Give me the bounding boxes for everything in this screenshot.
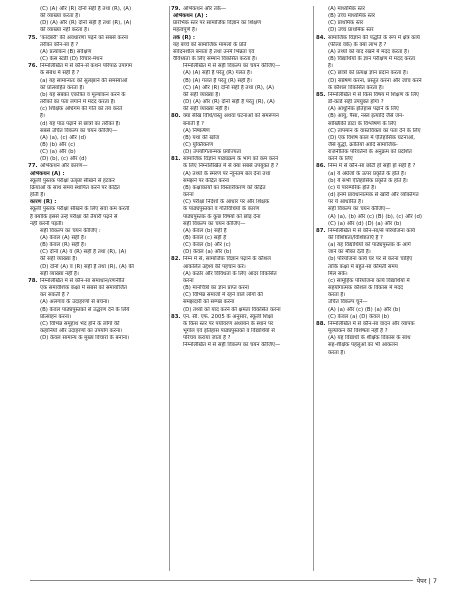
text-line: (C) (A) और (R) दोनों सही हैं तथा (R), (A): [183, 84, 275, 91]
text-line: (A) कठोर और विविधता के लिए आदर विकसित: [183, 270, 277, 277]
question-number: 77.: [28, 163, 38, 170]
text-block: [173, 342, 316, 349]
text-line: प्रारंभिक स्तर पर सामाजिक विज्ञान का शिक्षण: [173, 20, 261, 27]
text-line: पाठ्यपुस्तक के कुछ विषयों को छोड़ देना: [183, 213, 261, 220]
text-block: [30, 49, 173, 63]
text-line: (A) तथ्यों को याद रखने में मदद करता है।: [328, 48, 409, 55]
text-line: संवेदनशील बनाता है तथा उनमें भिन्नता एवं: [173, 48, 255, 55]
text-line: (फील्ड वर्क) के क्या लाभ है ?: [328, 41, 387, 48]
text-line: निम्नलिखित में से कौन-सा समाधान/रणनीति: [40, 277, 125, 284]
text-line: (A) केवल (A) सही है।: [40, 235, 86, 241]
text-line: (A) आधुनिक इतिहास पढ़ाने के लिए: [328, 106, 399, 113]
question-number: 85.: [316, 91, 326, 98]
text-line: राजनीतिक परिवर्तनों के अनुक्रम को प्रदर्शित: [328, 149, 412, 156]
footer-rule: [30, 580, 417, 581]
text-line: (a) यह विद्यार्थियों को पाठ्यपुस्तक के आगे: [328, 242, 411, 249]
text-line: जैसे युद्धों, क्रांतियों आदि सामाजिक-: [328, 141, 398, 148]
text-line: सही विकल्प का चयन कीजिए—: [328, 206, 391, 213]
text-line: सामाजिक विज्ञान पाठ्यक्रम के भाग को कम करने: [183, 156, 279, 163]
column-right: [318, 6, 461, 357]
text-line: वैविध्यता के लिए सम्मान विकसित करता है।: [173, 56, 257, 63]
text-line: करने के लिए: [328, 156, 353, 163]
text-line: अभिकथन और तर्क—: [183, 6, 227, 12]
text-block: [318, 106, 461, 163]
text-block: [173, 63, 316, 70]
text-line: परिचय कराया जाता है ?: [183, 335, 231, 342]
text-line: समझने पर केंद्रित करना: [183, 177, 230, 184]
text-line: क्रियाओं के साथ समय स्थापित करने पर केंद्रित: [30, 184, 120, 191]
text-line: (C) तापमान के वास्तविक्ता का पता देने के लिए: [328, 127, 421, 134]
text-line: (A) यह विद्यार्थी के शैक्षिक विकास के साथ: [328, 335, 411, 342]
question-number: 75.: [28, 34, 38, 41]
text-line: नहीं करनी पड़ती।: [30, 220, 64, 227]
text-block: [318, 242, 461, 299]
text-block: [30, 228, 173, 235]
text-line: कहानियों और उदाहरणों का उपयोग करना।: [40, 328, 123, 335]
text-line: (A) माध्यमिक स्तर: [328, 6, 365, 12]
question-block: [173, 113, 316, 127]
text-line: निम्नलिखित में से कौन-सा वादन और व्यापक: [328, 320, 415, 327]
text-line: क्या सीख विधि/वस्तु अथवा घटनाओं को समरूपन: [183, 113, 279, 120]
text-line: करता है।: [328, 349, 346, 356]
text-line: (D) एक विशेष काल में ऐतिहासिक घटनाओं,: [328, 134, 415, 141]
text-line: करना: [183, 192, 194, 199]
text-line: तरीका कौन-सा है ?: [40, 41, 79, 48]
statement-block: [30, 171, 173, 200]
text-line: (D) (A) और (R) दोनों सही हैं परंतु (R), (A): [183, 99, 275, 106]
text-line: (A) केवल (b) सही है: [183, 227, 227, 234]
column-divider: [313, 6, 314, 571]
statement-block: [173, 13, 316, 34]
text-line: की सही व्याख्या नहीं है।: [183, 106, 230, 113]
statement-heading: तर्क (R) :: [173, 34, 196, 41]
text-line: (B) मानचित्रों का ज्ञान प्राप्त करना: [183, 285, 250, 292]
text-line: (B) आयु, पैसा, नस्ल इत्यादि जैसे जन-: [328, 113, 404, 120]
question-number: 86.: [316, 163, 326, 170]
text-line: (A) (A) सही है परंतु (R) गलत है।: [183, 70, 252, 77]
text-block: [30, 78, 173, 92]
text-line: के पाठ्यपुस्तकों व गतिविधियों के कारण: [183, 206, 260, 213]
text-line: एन. सी. एफ. 2005 के अनुसार, स्कूली शिक्षा: [183, 313, 274, 320]
text-line: बनाती है ?: [183, 120, 204, 127]
text-line: (C) केवल (a) (D) केवल (b): [328, 313, 390, 320]
text-block: [318, 6, 461, 35]
text-line: (C) (a) और (d) (D) (a) और (b): [328, 220, 402, 227]
page-number-label: पेपर | 7: [413, 575, 437, 587]
text-line: होती है।: [30, 192, 46, 199]
statement-heading: अभिकथन (A) :: [173, 13, 208, 20]
question-block: [30, 278, 173, 299]
text-line: निम्नलिखित में से सही विकल्प का चयन कीजिए—: [183, 63, 281, 70]
text-line: महत्वपूर्ण है।: [173, 27, 197, 34]
text-line: (D) केवल सामान्य के मुख्य विचारों के बनाना।: [40, 335, 130, 342]
text-line: (c) शिक्षिक अधिगम की गति को तय करते: [40, 106, 123, 113]
text-line: के किस स्तर पर पर्यावरण अध्ययन के स्थान पर: [183, 320, 274, 327]
text-line: सही व्याख्या नहीं है।: [40, 270, 79, 277]
text-line: (C) विभिन्न समूहाथ भेद होने के लोगों की: [40, 320, 120, 327]
text-line: के लिए निम्नलिखित में से क्या सबसे उपयुक्त है ?: [183, 163, 279, 170]
text-line: (D) तथ्यों को याद करने की क्षमता विकसित करना: [183, 306, 281, 313]
statement-block: [173, 35, 316, 64]
text-line: निम्न में से कौन-सा छोटी हो सही हो सही है ?: [328, 163, 416, 170]
text-line: मूल्यांकन की विशेषता नहीं है ?: [328, 328, 388, 335]
text-line: करना: [183, 277, 194, 284]
text-line: उचित विकल्प चुनें—: [328, 299, 368, 306]
text-line: (D) केवल (a) और (b): [183, 249, 232, 256]
text-line: (A) अलगाव के उदाहरणों से बचना।: [40, 299, 110, 306]
text-line: की व्याख्या करता है।: [40, 13, 81, 20]
question-number: 81.: [171, 156, 181, 163]
text-line: प्रोत्साहन करना।: [40, 313, 72, 320]
text-line: (A) (a) और (c) (B) (a) और (b): [328, 306, 401, 313]
text-block: [173, 171, 316, 221]
text-line: सांख्यिकी डाटा के विश्लेषण के लिए: [328, 120, 397, 127]
text-block: [30, 235, 173, 278]
text-line: की विशिष्टता/विशिष्टताएँ है ?: [328, 235, 383, 241]
text-line: निम्नलिखित में से सही विकल्प का चयन कीजिए—: [183, 342, 281, 349]
text-line: (B) यथा की खोज: [183, 134, 220, 141]
text-line: की सही व्याख्या है।: [183, 91, 221, 98]
column-left: [30, 6, 173, 342]
text-block: [173, 70, 316, 113]
text-line: (A) निष्कर्षण: [183, 127, 210, 134]
text-line: (c) सामूहिक परियोजना कार्य विद्यार्थियों में: [328, 277, 410, 284]
text-line: अभिकथन और कारण—: [40, 163, 88, 170]
text-line: (B) केवल (R) सही है।: [40, 242, 86, 249]
text-line: (b) ये सभी ऐतिहासिक प्रकृति के होते है।: [328, 177, 408, 184]
text-line: समझदारी को सम्पन्न करना: [183, 299, 235, 306]
text-line: (B) उच्च माध्यमिक स्तर: [328, 13, 375, 20]
text-line: (B) केवल पाठ्यपुस्तकों से उद्धरण देने के लिये: [40, 306, 130, 313]
text-line: (A) तथ्यों के स्मरण पर न्यूनतम बल देना तथा: [183, 170, 271, 177]
text-block: [30, 121, 173, 128]
column-divider: [169, 6, 170, 571]
text-line: पर ये आधारित है।: [328, 199, 364, 206]
text-block: [30, 135, 173, 164]
text-line: (C) (A) और (R) दोनों सही हैं तथा (R), (A): [40, 6, 132, 12]
question-number: 87.: [316, 227, 326, 234]
text-line: (B) केवल (c) सही है: [183, 235, 227, 241]
text-line: सह-शैक्षिक पहलुओं का भी आकलन: [328, 342, 398, 349]
text-line: (A) प्रत्यांकन (B) सर्वेक्षण: [40, 48, 92, 55]
text-block: [30, 299, 173, 342]
text-line: है।: [40, 113, 45, 120]
text-line: (B) कक्षाकार्यों का विस्तारीकरण को केंद्रित: [183, 184, 266, 191]
text-line: (C) केवल (b) और (c): [183, 242, 231, 249]
column-middle: [173, 6, 316, 350]
question-number: 80.: [171, 113, 181, 120]
text-line: (c) ये पारम्परिक होते है।: [328, 184, 377, 191]
text-line: तरीकों का पता लगाने में मदद करता है।: [40, 99, 116, 106]
text-line: (C) प्राथमिक स्तर: [328, 20, 364, 27]
question-block: [173, 256, 316, 270]
text-line: (C) परीक्षा निर्देशों के आधार पर और शिक्षक: [183, 199, 270, 206]
text-line: (B) (b) और (c): [40, 141, 76, 148]
question-block: [318, 92, 461, 106]
text-line: भूगोल एवं इतिहास पाठ्यपुस्तकों व विद्यार्थियों से: [183, 328, 275, 335]
text-line: के कौशल विकसित करता है।: [328, 84, 384, 91]
question-block: [30, 163, 173, 170]
question-block: [318, 35, 461, 49]
text-line: आकलित उद्देश्य की पहचान करें।: [183, 263, 246, 270]
statement-block: [30, 199, 173, 228]
text-line: 'कादंबरी' की अवधारणा पढ़ने को सबसे करना: [40, 34, 129, 41]
text-line: निम्न में से, सामाजिक विज्ञान पढ़ाने के कौशल: [183, 256, 271, 263]
text-line: की व्याख्या नहीं करता है।: [40, 27, 89, 34]
question-number: 82.: [171, 256, 181, 263]
text-line: यह बच्चे को सामाजिक मामलों के प्रति: [173, 41, 247, 48]
question-block: [173, 6, 316, 13]
text-line: (C) (a) और (b): [40, 149, 76, 156]
question-block: [318, 163, 461, 170]
text-line: स्कूली पुस्तक परीक्षा सीखने के लिए सवा कम करती: [30, 206, 130, 213]
text-line: करता है।: [328, 292, 346, 299]
text-line: (d) यह पाठ पढ़ाने से छात्रों का तरीका है।: [40, 120, 121, 127]
text-line: (D) (b), (c) और (d): [40, 156, 87, 163]
text-line: मिल सके।: [328, 270, 348, 277]
statement-heading: कारण (R) :: [30, 199, 57, 206]
text-line: (A) (a), (b) और (c) (B) (b), (c) और (d): [328, 213, 422, 220]
question-block: [318, 321, 461, 335]
text-block: [173, 128, 316, 157]
text-line: (C) केस स्टडी (D) विचार-मंथन: [40, 56, 103, 63]
text-block: [30, 128, 173, 135]
text-block: [318, 49, 461, 92]
text-line: है।: [328, 63, 333, 70]
text-line: सही विकल्प का चयन कीजिए—: [183, 220, 246, 227]
text-line: (C) विभिन्न समाजों में रहने वाले लोगों की: [183, 292, 263, 299]
text-line: (B) विद्यार्थियों के ज्ञान परीक्षण में मदद करता: [328, 56, 416, 63]
text-block: [30, 6, 173, 20]
question-block: [30, 63, 173, 77]
text-line: की सही व्याख्या है।: [40, 256, 78, 263]
text-line: (B) (A) गलत है परंतु (R) सही है।: [183, 77, 252, 84]
text-line: कर सकती है ?: [40, 292, 70, 299]
text-line: (D) संप्रेषण करना, प्रस्तुत करना और जांच करने: [328, 77, 422, 84]
text-block: [318, 299, 461, 320]
text-line: (a) यह सामान्यतः को सुलझाने की समस्याओं: [40, 77, 128, 84]
text-block: [318, 171, 461, 207]
text-line: (b) परियोजना कार्य घर पर से करना चाहिए: [328, 256, 413, 263]
text-line: निम्नलिखित में से किस विषय में शिक्षण के लिए: [328, 91, 419, 98]
question-number: 88.: [316, 320, 326, 327]
text-block: [173, 228, 316, 257]
text-line: (C) युक्तिकरण: [183, 141, 214, 148]
question-block: [173, 156, 316, 170]
text-line: (b) यह सबका एकत्रित व मूल्यांकन करने के: [40, 91, 126, 98]
question-number: 76.: [28, 63, 38, 70]
text-line: है क्योंकि इससे उन्हें परीक्षा की तैयारी पढ़ने से: [30, 213, 118, 220]
text-line: के संबंध में सही हैं ?: [40, 70, 80, 77]
text-line: डॉ-कार्ड सही उपयुक्त होगा ?: [328, 99, 384, 106]
text-line: एक समावेशिक कक्षा में सबसे को समायोजित: [40, 285, 127, 292]
question-block: [318, 228, 461, 242]
text-line: (d) इनमें प्रावधानात्मक से खोरी और व्यक्तिगत: [328, 192, 419, 199]
text-line: (D) (A) और (R) दोनों सही हैं तथा (R), (A): [40, 20, 132, 27]
text-line: ताकि कक्षा में बहुत-सा कीमती समय: [328, 263, 398, 270]
text-line: (D) उपयोगितान्मक प्रयोज्यता: [183, 149, 242, 156]
text-line: (a) ये अंग्रेजों के ऊपर प्रकृति के होते है।: [328, 170, 406, 177]
statement-heading: अभिकथन (A) :: [30, 170, 65, 177]
text-block: [318, 206, 461, 227]
text-block: [173, 271, 316, 314]
text-block: [30, 20, 173, 34]
text-line: स्कूली पुस्तक परीक्षा उत्कृष्ट सीखने से हटकर: [30, 177, 115, 184]
text-block: [318, 335, 461, 356]
text-line: को प्रोत्साहित करता है।: [40, 84, 85, 91]
text-line: सबसे उचित विकल्प का चयन कीजिए—: [40, 127, 118, 134]
text-line: (C) दोनों (A) व (R) सही हैं तथा (R), (A): [40, 249, 127, 256]
question-number: 83.: [171, 313, 181, 320]
question-number: 79.: [171, 6, 181, 12]
text-line: सहयोगात्मक कौशल के विकास में मदद: [328, 285, 403, 292]
question-block: [173, 314, 316, 343]
question-number: 84.: [316, 34, 326, 41]
text-line: सही विकल्प का चयन कीजिए :: [40, 227, 101, 234]
text-block: [173, 221, 316, 228]
text-line: (A) (a), (c) और (d): [40, 134, 87, 141]
text-line: सामाजिक विज्ञान की पद्धति के रूप में क्षेत्र कार्य: [328, 34, 420, 41]
page-footer: [30, 575, 445, 587]
text-line: (D) उच्च प्राथमिक स्तर: [328, 27, 374, 34]
question-block: [30, 35, 173, 49]
text-line: निम्नलिखित में से कौन-सा/से परियोजना कार्य: [328, 227, 416, 234]
text-line: निम्नलिखित में से कौन-से कथन परिपाठ उपागम: [40, 63, 133, 70]
text-line: जाने का मौका देती है।: [328, 249, 371, 256]
text-block: [30, 92, 173, 106]
text-line: (C) छात्रों को प्रत्यक्ष ज्ञान प्रदान करता है।: [328, 70, 408, 77]
text-block: [30, 106, 173, 120]
text-line: (D) दोनों (A) व (R) सही हैं तथा (R), (A) की: [40, 263, 134, 270]
question-number: 78.: [28, 277, 38, 284]
